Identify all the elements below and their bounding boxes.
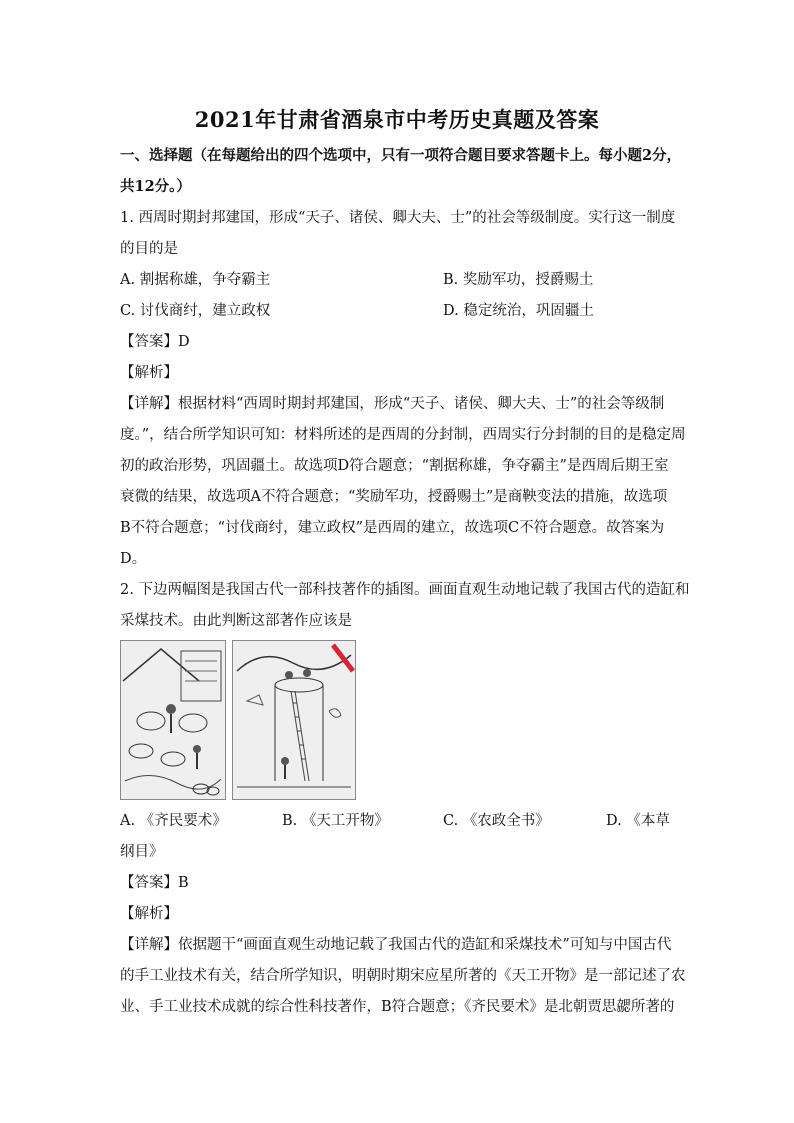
- q1-detail-line: 衰微的结果，故选项A不符合题意；“奖励军功，授爵赐土”是商鞅变法的措施，故选项: [120, 489, 668, 505]
- q1-detail-line: B不符合题意；“讨伐商纣，建立政权”是西周的建立，故选项C不符合题意。故答案为: [120, 520, 665, 536]
- q2-analysis-label: 【解析】: [120, 906, 178, 922]
- q2-option-b: B. 《天工开物》: [282, 813, 389, 829]
- q2-stem-line2: 采煤技术。由此判断这部著作应该是: [120, 613, 352, 629]
- q2-option-c: C. 《农政全书》: [443, 813, 550, 829]
- q1-option-b: B. 奖励军功，授爵赐土: [443, 272, 594, 288]
- q2-option-d-continued: 纲目》: [120, 844, 164, 860]
- q2-option-a: A. 《齐民要术》: [120, 813, 227, 829]
- document-title: 2021年甘肃省酒泉市中考历史真题及答案: [194, 107, 600, 132]
- q1-option-a: A. 割据称雄，争夺霸主: [120, 272, 271, 288]
- q2-detail-line: 【详解】依据题干“画面直观生动地记载了我国古代的造缸和采煤技术”可知与中国古代: [120, 937, 672, 953]
- q2-detail-line: 业、手工业技术成就的综合性科技著作，B符合题意；《齐民要术》是北朝贾思勰所著的: [120, 999, 675, 1015]
- illustration-jar-making: [120, 640, 226, 800]
- q2-detail-line: 的手工业技术有关，结合所学知识，明朝时期宋应星所著的《天工开物》是一部记述了农: [120, 968, 686, 984]
- q1-detail-line: D。: [120, 551, 147, 567]
- q1-stem-line1: 1. 西周时期封邦建国，形成“天子、诸侯、卿大夫、士”的社会等级制度。实行这一制度: [120, 210, 676, 226]
- q2-answer: 【答案】B: [120, 875, 189, 891]
- q1-option-c: C. 讨伐商纣，建立政权: [120, 303, 271, 319]
- section-heading-line2: 共12分。）: [120, 178, 191, 195]
- q1-stem-line2: 的目的是: [120, 241, 178, 257]
- q1-option-d: D. 稳定统治，巩固疆土: [443, 303, 594, 319]
- q1-answer: 【答案】D: [120, 334, 190, 350]
- q1-analysis-label: 【解析】: [120, 365, 178, 381]
- q2-stem-line1: 2. 下边两幅图是我国古代一部科技著作的插图。画面直观生动地记载了我国古代的造缸和: [120, 582, 690, 598]
- q2-option-d: D. 《本草: [606, 813, 670, 829]
- q1-detail-line: 初的政治形势，巩固疆土。故选项D符合题意；“割据称雄，争夺霸主”是西周后期王室: [120, 458, 669, 474]
- section-heading-line1: 一、选择题（在每题给出的四个选项中，只有一项符合题目要求答题卡上。每小题2分，: [120, 147, 682, 164]
- q1-detail-line: 【详解】根据材料“西周时期封邦建国，形成“天子、诸侯、卿大夫、士”的社会等级制: [120, 396, 665, 412]
- illustration-coal-mining: [232, 640, 356, 800]
- q1-detail-line: 度。”，结合所学知识可知：材料所述的是西周的分封制，西周实行分封制的目的是稳定周: [120, 427, 686, 443]
